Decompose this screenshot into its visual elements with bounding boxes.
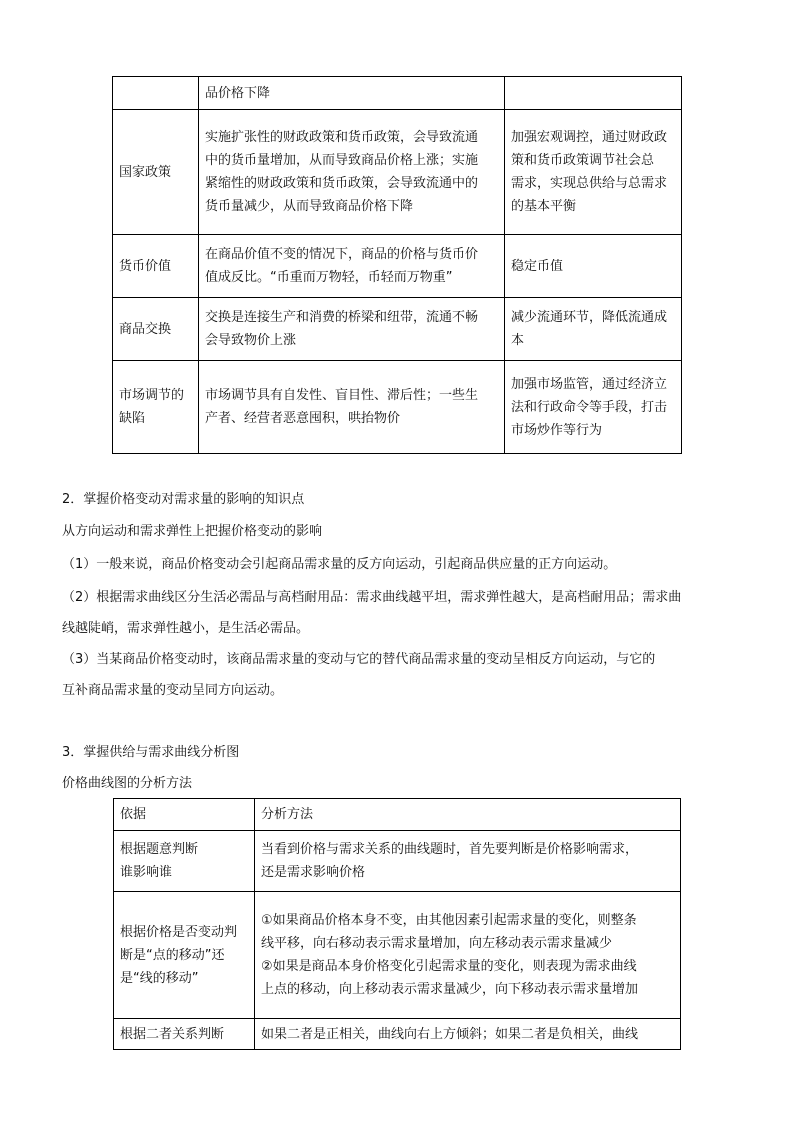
cell-text: 货币量减少，从而导致商品价格下降 (205, 199, 414, 214)
cell-text: 实施扩张性的财政政策和货币政策，会导致流通 (205, 130, 479, 145)
factor-table (112, 76, 682, 454)
cell-text: 根据二者关系判断 (120, 1026, 225, 1042)
table-row (114, 1019, 681, 1050)
cell-text: 国家政策 (119, 164, 172, 180)
table-header-cell (114, 799, 255, 831)
paragraph: 线越陡峭，需求弹性越小，是生活必需品。 (62, 621, 310, 636)
table-cell (199, 110, 505, 235)
cell-text: 产者、经营者恶意囤积，哄抬物价 (205, 411, 401, 426)
cell-text: 策和货币政策调节社会总 (511, 153, 655, 168)
table-cell (114, 1019, 255, 1050)
cell-text: 谁影响谁 (120, 865, 173, 880)
analysis-method-table (113, 798, 681, 1050)
table-row (113, 77, 682, 110)
table-cell (255, 831, 681, 892)
paragraph: （2）根据需求曲线区分生活必需品与高档耐用品：需求曲线越平坦，需求弹性越大，是高档耐用品；需求曲 (62, 590, 682, 605)
cell-text: 的基本平衡 (511, 199, 577, 214)
cell-text: 市场炒作等行为 (511, 422, 603, 438)
cell-text: 分析方法 (261, 807, 314, 822)
table-cell (255, 1019, 681, 1050)
cell-text: 断是“点的移动”还 (120, 947, 225, 963)
table-cell (113, 110, 199, 235)
cell-text: 在商品价值不变的情况下，商品的价格与货币价 (205, 247, 479, 262)
cell-text: 交换是连接生产和消费的桥梁和纽带，流通不畅 (205, 310, 479, 325)
table-header-row (114, 799, 681, 831)
table-cell (113, 235, 199, 298)
cell-text: 紧缩性的财政政策和货币政策，会导致流通中的 (205, 176, 479, 191)
section-subheading: 从方向运动和需求弹性上把握价格变动的影响 (62, 524, 323, 539)
cell-text: 当看到价格与需求关系的曲线题时，首先要判断是价格影响需求， (261, 842, 639, 857)
cell-text: 加强宏观调控，通过财政政 (511, 130, 668, 145)
section-heading: 3．掌握供给与需求曲线分析图 (62, 745, 240, 760)
cell-text: 减少流通环节，降低流通成 (511, 310, 668, 325)
table-cell (199, 298, 505, 361)
table-row (113, 298, 682, 361)
cell-text: 本 (511, 333, 525, 348)
table-cell (505, 361, 682, 454)
cell-text: ①如果商品价格本身不变，由其他因素引起需求量的变化，则整条 (261, 913, 637, 928)
section-subheading: 价格曲线图的分析方法 (62, 776, 193, 791)
cell-text: 中的货币量增加，从而导致商品价格上涨；实施 (205, 153, 479, 168)
cell-text: 线平移，向右移动表示需求量增加，向左移动表示需求量减少 (261, 936, 613, 951)
cell-text: 加强市场监管，通过经济立 (511, 376, 668, 392)
paragraph: （1）一般来说，商品价格变动会引起商品需求量的反方向运动，引起商品供应量的正方向运动。 (62, 557, 617, 572)
table-row (113, 110, 682, 235)
paragraph: 互补商品需求量的变动呈同方向运动。 (62, 683, 284, 698)
cell-text: 品价格下降 (205, 85, 271, 101)
table-row (113, 361, 682, 454)
cell-text: 法和行政命令等手段，打击 (511, 399, 668, 415)
table-row (114, 892, 681, 1019)
table-row (113, 235, 682, 298)
table-cell (113, 298, 199, 361)
cell-text: 市场调节的 (119, 388, 185, 403)
table-cell (255, 892, 681, 1019)
table-cell (199, 77, 505, 110)
cell-text: 商品交换 (119, 321, 172, 337)
cell-text: 依据 (120, 807, 147, 822)
table-cell (113, 77, 199, 110)
table-cell (199, 361, 505, 454)
table-cell (114, 892, 255, 1019)
cell-text: 值成反比。“币重而万物轻，币轻而万物重” (205, 270, 453, 285)
paragraph: （3）当某商品价格变动时，该商品需求量的变动与它的替代商品需求量的变动呈相反方向运动，与它的 (62, 652, 656, 667)
cell-text: 根据价格是否变动判 (120, 924, 238, 940)
cell-text: 缺陷 (119, 411, 146, 426)
cell-text: 稳定币值 (511, 258, 564, 274)
table-header-cell (255, 799, 681, 831)
cell-text: 根据题意判断 (120, 842, 199, 857)
table-cell (505, 77, 682, 110)
cell-text: 需求，实现总供给与总需求 (511, 176, 668, 191)
cell-text: 是“线的移动” (120, 970, 199, 986)
cell-text: ②如果是商品本身价格变化引起需求量的变化，则表现为需求曲线 (261, 959, 637, 974)
table-cell (199, 235, 505, 298)
cell-text: 市场调节具有自发性、盲目性、滞后性；一些生 (205, 388, 479, 403)
section-heading: 2．掌握价格变动对需求量的影响的知识点 (62, 492, 305, 507)
table-row (114, 831, 681, 892)
cell-text: 上点的移动，向上移动表示需求量减少，向下移动表示需求量增加 (261, 982, 639, 997)
table-cell (505, 235, 682, 298)
table-cell (113, 361, 199, 454)
table-cell (505, 110, 682, 235)
cell-text: 如果二者是正相关，曲线向右上方倾斜；如果二者是负相关，曲线 (261, 1026, 639, 1042)
table-cell (505, 298, 682, 361)
cell-text: 货币价值 (119, 258, 172, 274)
table-cell (114, 831, 255, 892)
cell-text: 会导致物价上涨 (205, 333, 297, 348)
cell-text: 还是需求影响价格 (261, 865, 366, 880)
